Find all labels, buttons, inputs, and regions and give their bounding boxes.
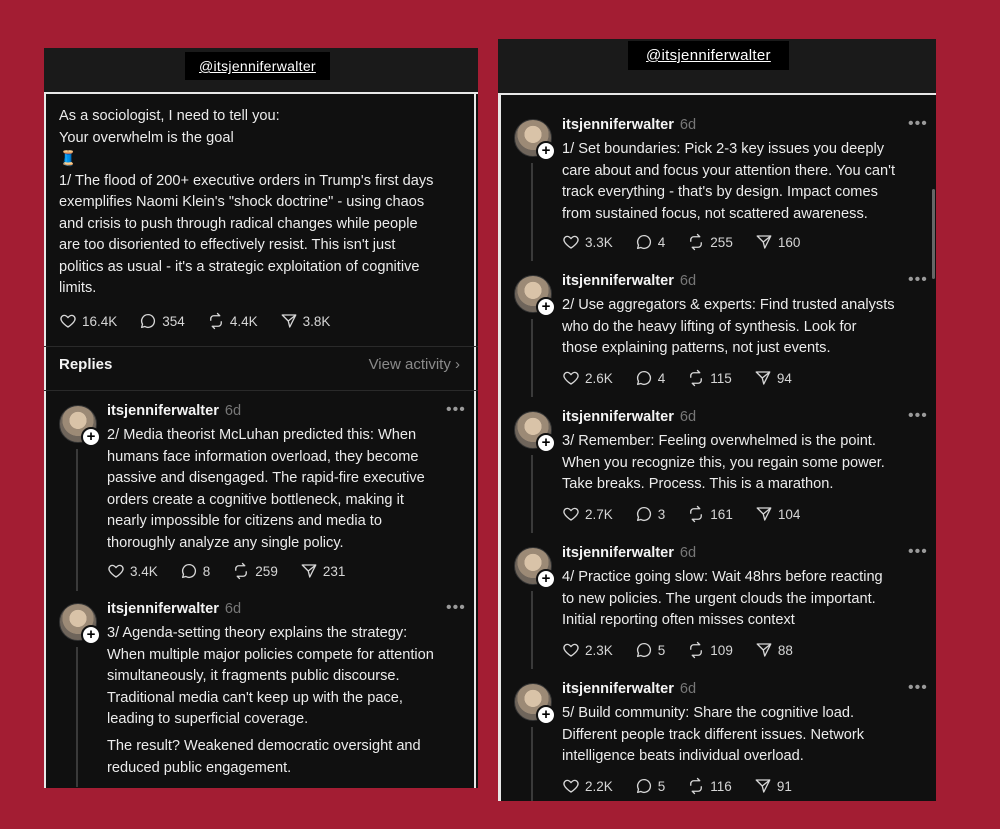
comment-icon: [635, 233, 653, 251]
timestamp: 6d: [679, 409, 697, 425]
repost-icon: [207, 312, 225, 330]
heart-icon: [562, 777, 580, 795]
heart-icon: [562, 641, 580, 659]
reply-item: [59, 401, 466, 595]
left-screenshot: [44, 48, 478, 788]
heart-icon: [562, 233, 580, 251]
comment-count: 5: [657, 642, 666, 658]
post-line: As a sociologist, I need to tell you:: [59, 108, 280, 124]
reply-stats: [562, 777, 814, 795]
reply-item: [514, 115, 934, 250]
comment-count: 8: [202, 563, 211, 579]
more-options-icon[interactable]: •••: [908, 271, 928, 288]
comment-button[interactable]: [180, 562, 211, 580]
more-options-icon[interactable]: •••: [908, 679, 928, 696]
repost-button[interactable]: [687, 641, 733, 659]
reply-item: [514, 407, 934, 531]
more-options-icon[interactable]: •••: [908, 115, 928, 132]
repost-count: 161: [710, 506, 733, 522]
comment-icon: [635, 505, 653, 523]
more-options-icon[interactable]: •••: [446, 401, 466, 418]
reply-header: [562, 545, 696, 561]
share-button[interactable]: [280, 312, 331, 330]
username[interactable]: itsjenniferwalter: [107, 403, 219, 419]
repost-button[interactable]: [687, 505, 733, 523]
thread-emoji: 🧵: [59, 151, 78, 167]
more-options-icon[interactable]: •••: [908, 543, 928, 560]
username[interactable]: itsjenniferwalter: [562, 117, 674, 133]
right-screenshot: [498, 39, 936, 801]
comment-count: 4: [657, 370, 666, 386]
repost-count: 255: [710, 234, 733, 250]
follow-plus-icon[interactable]: +: [81, 427, 101, 447]
share-count: 88: [777, 642, 793, 658]
like-button[interactable]: [562, 777, 613, 795]
thread-line: [76, 449, 78, 591]
like-count: 2.6K: [585, 370, 613, 386]
follow-plus-icon[interactable]: +: [536, 433, 556, 453]
timestamp: 6d: [224, 403, 242, 419]
reply-header: [562, 117, 696, 133]
repost-count: 116: [710, 778, 732, 794]
timestamp: 6d: [224, 601, 242, 617]
repost-button[interactable]: [687, 369, 732, 387]
post-stats: [59, 312, 352, 330]
like-count: 3.4K: [130, 563, 158, 579]
share-count: 231: [322, 563, 346, 579]
share-button[interactable]: [755, 233, 801, 251]
frame-border: [498, 93, 501, 801]
reply-text-continued: The result? Weakened democratic oversight and reduced public engagement.: [107, 738, 421, 776]
reply-stats: [562, 505, 822, 523]
username[interactable]: itsjenniferwalter: [562, 409, 674, 425]
like-button[interactable]: [562, 505, 613, 523]
heart-icon: [107, 562, 125, 580]
main-post-text: [59, 106, 469, 300]
timestamp: 6d: [679, 117, 697, 133]
repost-icon: [232, 562, 250, 580]
send-icon: [300, 562, 318, 580]
more-options-icon[interactable]: •••: [908, 407, 928, 424]
share-button[interactable]: [754, 777, 792, 795]
comment-button[interactable]: [635, 777, 666, 795]
reply-stats: [562, 641, 815, 659]
like-button[interactable]: [562, 369, 613, 387]
like-count: 16.4K: [82, 313, 118, 329]
repost-count: 115: [710, 370, 732, 386]
send-icon: [280, 312, 298, 330]
post-line: and crisis to push through radical changes while people: [59, 215, 418, 232]
username[interactable]: itsjenniferwalter: [562, 545, 674, 561]
reply-text: 5/ Build community: Share the cognitive load. Different people track different issues. Network intelligence beats individual overload.: [562, 705, 865, 764]
comment-icon: [635, 641, 653, 659]
send-icon: [755, 641, 773, 659]
frame-border: [44, 92, 478, 94]
repost-count: 4.4K: [229, 313, 258, 329]
timestamp: 6d: [679, 681, 697, 697]
repost-icon: [687, 233, 705, 251]
thread-line: [76, 647, 78, 787]
username[interactable]: itsjenniferwalter: [107, 601, 219, 617]
send-icon: [754, 777, 772, 795]
repost-icon: [687, 369, 705, 387]
post-line: exemplifies Naomi Klein's "shock doctrine" - using chaos: [59, 194, 425, 210]
reply-item: [514, 271, 934, 395]
post-line: 1/ The flood of 200+ executive orders in Trump's first days: [59, 172, 434, 189]
repost-button[interactable]: [687, 233, 733, 251]
share-count: 91: [776, 778, 792, 794]
send-icon: [755, 505, 773, 523]
thread-line: [531, 163, 533, 261]
more-options-icon[interactable]: •••: [446, 599, 466, 616]
handle-watermark: @itsjenniferwalter: [628, 41, 789, 70]
reply-stats: [562, 369, 814, 387]
like-count: 2.7K: [585, 506, 613, 522]
comment-count: 354: [162, 313, 185, 329]
replies-header: [59, 356, 460, 373]
divider: [44, 346, 478, 347]
comment-count: 3: [657, 506, 666, 522]
follow-plus-icon[interactable]: +: [536, 141, 556, 161]
comment-button[interactable]: [139, 312, 185, 330]
repost-count: 109: [710, 642, 733, 658]
frame-border: [498, 93, 936, 95]
reply-item: [514, 543, 934, 667]
share-button[interactable]: [754, 369, 792, 387]
like-count: 2.3K: [585, 642, 613, 658]
frame-border: [474, 92, 476, 788]
comment-icon: [139, 312, 157, 330]
post-line: are too disoriented to effectively resist. This isn't just: [59, 237, 396, 253]
share-button[interactable]: [755, 505, 801, 523]
share-count: 104: [777, 506, 801, 522]
post-line: Your overwhelm is the goal: [59, 129, 234, 146]
handle-watermark: @itsjenniferwalter: [185, 52, 330, 80]
share-count: 160: [777, 234, 801, 250]
repost-icon: [687, 777, 705, 795]
comment-icon: [635, 777, 653, 795]
reply-stats: [562, 233, 822, 251]
like-button[interactable]: [59, 312, 117, 330]
follow-plus-icon[interactable]: +: [81, 625, 101, 645]
reply-item: [59, 599, 466, 788]
comment-count: 5: [657, 778, 666, 794]
post-line: limits.: [59, 280, 97, 296]
divider: [44, 390, 478, 391]
replies-label: Replies: [59, 356, 113, 373]
comment-button[interactable]: [635, 505, 666, 523]
heart-icon: [59, 312, 77, 330]
follow-plus-icon[interactable]: +: [536, 569, 556, 589]
reply-header: [107, 601, 241, 617]
reply-header: [562, 681, 696, 697]
comment-button[interactable]: [635, 233, 666, 251]
comment-count: 4: [657, 234, 666, 250]
reply-item: [514, 679, 934, 801]
reply-stats: [107, 562, 367, 580]
reply-text: 4/ Practice going slow: Wait 48hrs before reacting to new policies. The urgent clouds the important. Initial reporting often misses context: [562, 569, 883, 628]
reply-header: [562, 273, 696, 289]
reply-text: 2/ Use aggregators & experts: Find trusted analysts who do the heavy lifting of synthesis. Look for those explaining patterns, not just events.: [562, 297, 895, 356]
repost-button[interactable]: [207, 312, 258, 330]
repost-count: 259: [255, 563, 278, 579]
send-icon: [755, 233, 773, 251]
like-button[interactable]: [562, 233, 613, 251]
reply-text: 1/ Set boundaries: Pick 2-3 key issues you deeply care about and focus your attention there. You can't track everything - that's by design. Impact comes from sustained focus, not scattered awareness.: [562, 141, 896, 222]
comment-button[interactable]: [635, 641, 666, 659]
comment-icon: [635, 369, 653, 387]
reply-header: [107, 403, 241, 419]
reply-text: 2/ Media theorist McLuhan predicted this: When humans face information overload, they become passive and disengaged. The rapid-fire executive orders create a cognitive bottleneck, making it nearly impossible for citizens and media to thoroughly analyze any single policy.: [107, 427, 425, 551]
share-count: 3.8K: [302, 313, 331, 329]
thread-line: [531, 455, 533, 533]
reply-text: 3/ Remember: Feeling overwhelmed is the point. When you recognize this, you regain some power. Take breaks. Process. This is a marathon.: [562, 433, 885, 492]
timestamp: 6d: [679, 273, 697, 289]
heart-icon: [562, 369, 580, 387]
frame-border: [44, 92, 46, 788]
share-button[interactable]: [300, 562, 346, 580]
send-icon: [754, 369, 772, 387]
thread-line: [531, 727, 533, 801]
view-activity-link[interactable]: View activity ›: [368, 356, 460, 373]
username[interactable]: itsjenniferwalter: [562, 273, 674, 289]
timestamp: 6d: [679, 545, 697, 561]
like-count: 3.3K: [585, 234, 613, 250]
share-button[interactable]: [755, 641, 793, 659]
thread-line: [531, 319, 533, 397]
follow-plus-icon[interactable]: +: [536, 297, 556, 317]
repost-button[interactable]: [687, 777, 732, 795]
heart-icon: [562, 505, 580, 523]
username[interactable]: itsjenniferwalter: [562, 681, 674, 697]
thread-line: [531, 591, 533, 669]
reply-text: 3/ Agenda-setting theory explains the strategy: When multiple major policies compete for attention simultaneously, it fragments public discourse. Traditional media can't keep up with the pace, leading to superficial coverage.: [107, 625, 434, 727]
post-line: politics as usual - it's a strategic exploitation of cognitive: [59, 258, 420, 275]
like-button[interactable]: [107, 562, 158, 580]
repost-icon: [687, 641, 705, 659]
share-count: 94: [776, 370, 792, 386]
repost-icon: [687, 505, 705, 523]
reply-header: [562, 409, 696, 425]
repost-button[interactable]: [232, 562, 278, 580]
comment-button[interactable]: [635, 369, 666, 387]
like-button[interactable]: [562, 641, 613, 659]
follow-plus-icon[interactable]: +: [536, 705, 556, 725]
comment-icon: [180, 562, 198, 580]
like-count: 2.2K: [585, 778, 613, 794]
